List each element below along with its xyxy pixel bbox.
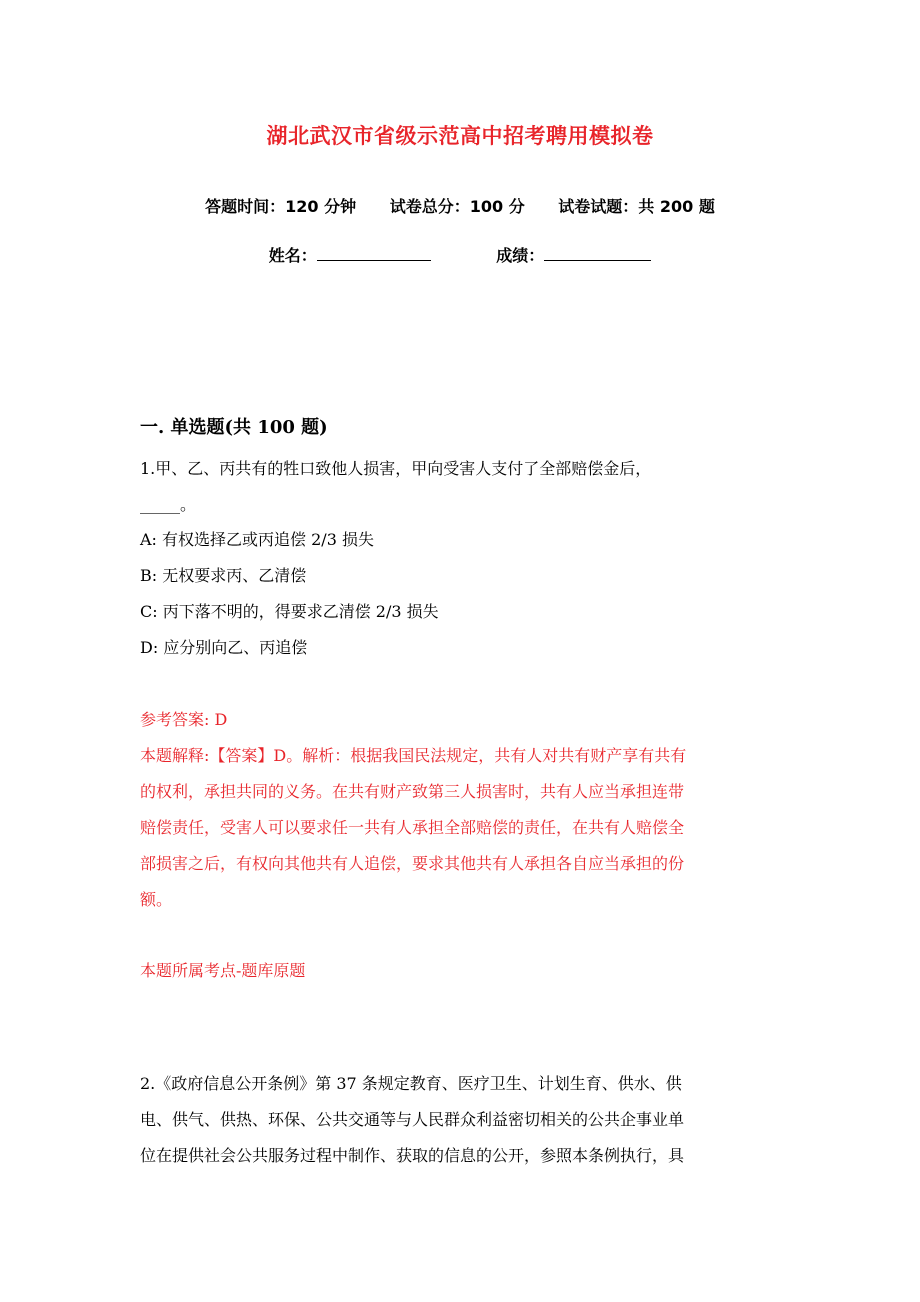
exam-total-score: 试卷总分：100 分	[389, 197, 525, 216]
name-label: 姓名：	[268, 246, 317, 265]
option-d: D: 应分别向乙、丙追偿	[140, 638, 308, 657]
explanation-line: 的权利，承担共同的义务。在共有财产致第三人损害时，共有人应当承担连带	[140, 782, 685, 801]
question-2-line: 位在提供社会公共服务过程中制作、获取的信息的公开，参照本条例执行，具	[140, 1146, 685, 1165]
explanation-line: 额。	[140, 890, 173, 909]
exam-question-count: 试卷试题：共 200 题	[558, 197, 715, 216]
explanation-line: 本题解释:【答案】D。解析：根据我国民法规定，共有人对共有财产享有共有	[140, 746, 687, 765]
question-2-line: 2.《政府信息公开条例》第 37 条规定教育、医疗卫生、计划生育、供水、供	[140, 1074, 682, 1093]
knowledge-point-text: 本题所属考点-题库原题	[140, 961, 306, 980]
question-1-line: 1.甲、乙、丙共有的牲口致他人损害，甲向受害人支付了全部赔偿金后，	[140, 459, 652, 478]
name-field	[269, 246, 437, 265]
question-1-options	[140, 522, 780, 666]
option-c: C: 丙下落不明的，得要求乙清偿 2/3 损失	[140, 602, 439, 621]
candidate-fields	[0, 243, 920, 266]
answer-text: 参考答案: D	[140, 710, 228, 729]
score-label: 成绩：	[496, 246, 545, 265]
question-2-line: 电、供气、供热、环保、公共交通等与人民群众利益密切相关的公共企事业单	[140, 1110, 685, 1129]
section-heading: 一. 单选题(共 100 题)	[140, 417, 328, 438]
exam-title: 湖北武汉市省级示范高中招考聘用模拟卷	[266, 124, 654, 148]
name-blank[interactable]	[317, 246, 431, 261]
explanation-line: 赔偿责任，受害人可以要求任一共有人承担全部赔偿的责任，在共有人赔偿全	[140, 818, 685, 837]
score-field	[496, 246, 651, 265]
question-1-answer	[140, 702, 780, 738]
explanation-line: 部损害之后，有权向其他共有人追偿，要求其他共有人承担各自应当承担的份	[140, 854, 685, 873]
option-b: B: 无权要求丙、乙清偿	[140, 566, 307, 585]
exam-time: 答题时间：120 分钟	[205, 197, 357, 216]
question-1-line: _____。	[140, 495, 197, 514]
option-a: A: 有权选择乙或丙追偿 2/3 损失	[140, 530, 374, 549]
question-2-stem	[140, 1066, 780, 1174]
exam-meta	[0, 194, 920, 217]
question-1-knowledge-point	[140, 953, 780, 989]
score-blank[interactable]	[544, 246, 651, 261]
question-1-explanation	[140, 738, 780, 918]
question-1-stem	[140, 451, 780, 523]
